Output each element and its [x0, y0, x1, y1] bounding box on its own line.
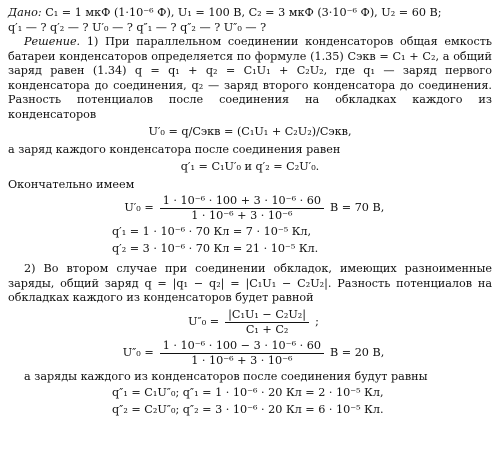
solution-paragraph-3: Окончательно имеем [8, 177, 135, 191]
charges-block-2 [112, 386, 492, 417]
solution-text-1: 1) При параллельном соединении конденсаторов общая емкость батареи конденсаторов определяется по формуле (1.35) Cэкв = C₁ + C₂, а общий заряд равен (1.34) q = q₁ + q₂ = C₁U₁ + C₂U₂, где q₁ — заряд первого конденсатора до соединения, q₂ — заряд второго конденсатора до соединения. Разность потенциалов после соединения на обкладках каждого из конденсаторов [8, 35, 492, 121]
u00-denominator: C₁ + C₂ [245, 322, 289, 336]
u00v-lhs: U″₀ = [122, 345, 154, 359]
equation-u00-value [8, 339, 492, 368]
equation-charges: q′₁ = C₁U′₀ и q′₂ = C₂U′₀. [180, 160, 320, 173]
u0-denominator: 1 · 10⁻⁶ + 3 · 10⁻⁶ [191, 209, 293, 222]
u0-numerator: 1 · 10⁻⁶ · 100 + 3 · 10⁻⁶ · 60 [160, 194, 324, 209]
solution-paragraph-2: а заряд каждого конденсатора после соединения равен [8, 142, 341, 156]
u00v-result: В = 20 В, [329, 345, 385, 359]
given-values: C₁ = 1 мкФ (1·10⁻⁶ Ф), U₁ = 100 В, C₂ = 3 мкФ (3·10⁻⁶ Ф), U₂ = 60 В; [45, 6, 442, 19]
u00-tail: ; [315, 314, 319, 328]
q2-value: q′₂ = 3 · 10⁻⁶ · 70 Кл = 21 · 10⁻⁵ Кл. [112, 241, 319, 255]
given-label: Дано: [8, 6, 42, 19]
charges-block-1 [112, 225, 492, 256]
u0-lhs: U′₀ = [124, 201, 154, 215]
q1b-value: q″₁ = C₁U″₀; q″₁ = 1 · 10⁻⁶ · 20 Кл = 2 · 10⁻⁵ Кл, [112, 386, 384, 399]
given-line-1 [8, 6, 492, 21]
u00-fraction [225, 308, 309, 337]
solution-paragraph-4: 2) Во втором случае при соединении обкладок, имеющих разноименные заряды, общий заряд q = |q₁ − q₂| = |C₁U₁ − C₂U₂|. Разность потенциалов на обкладках каждого из конденсаторов будет равной [8, 262, 492, 304]
u00-numerator: |C₁U₁ − C₂U₂| [225, 308, 309, 323]
u00v-fraction [160, 339, 324, 368]
u0-fraction [160, 194, 324, 223]
q1-value: q′₁ = 1 · 10⁻⁶ · 70 Кл = 7 · 10⁻⁵ Кл, [112, 225, 312, 238]
u0-result: В = 70 В, [329, 201, 385, 215]
solution-paragraph-1 [8, 35, 492, 122]
given-line-2: q′₁ — ? q′₂ — ? U′₀ — ? q″₁ — ? q″₂ — ? U″₀ — ? [8, 20, 267, 34]
equation-u0-value [8, 194, 492, 223]
solution-label: Решение. [24, 35, 81, 48]
equation-u00-formula [8, 308, 492, 337]
u00v-numerator: 1 · 10⁻⁶ · 100 − 3 · 10⁻⁶ · 60 [160, 339, 324, 354]
solution-paragraph-5: а заряды каждого из конденсаторов после соединения будут равны [24, 369, 428, 383]
equation-u0-formula: U′₀ = q/Cэкв = (C₁U₁ + C₂U₂)/Cэкв, [148, 125, 352, 138]
q2b-value: q″₂ = C₂U″₀; q″₂ = 3 · 10⁻⁶ · 20 Кл = 6 · 10⁻⁵ Кл. [112, 402, 384, 416]
u00v-denominator: 1 · 10⁻⁶ + 3 · 10⁻⁶ [191, 353, 293, 367]
u00-lhs: U″₀ = [188, 314, 220, 328]
